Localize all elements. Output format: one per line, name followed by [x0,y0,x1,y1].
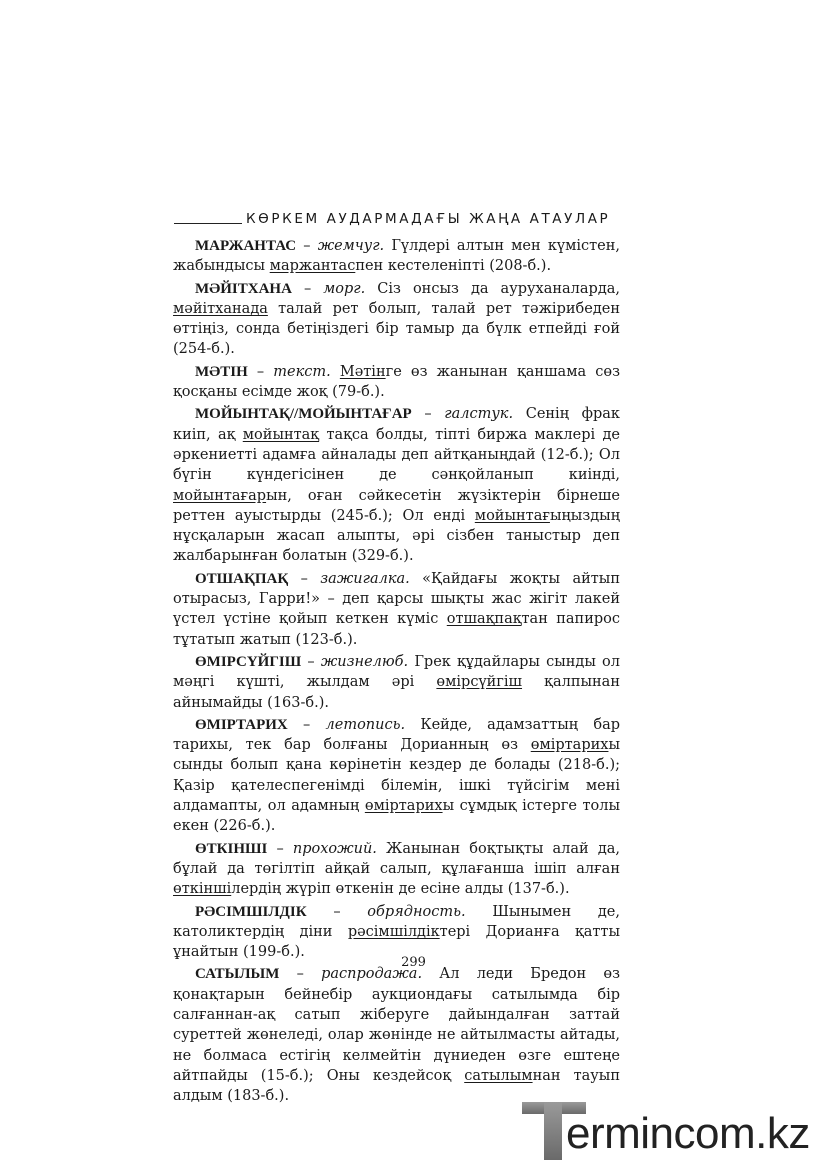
entry-underlined-term: өміртарих [364,798,443,815]
dictionary-entry [173,236,620,277]
entry-text: ыңыздың нұсқаларын жасап алыпты, әрі сізбен таныстыр деп жалбарынған болатын (329-б.). [173,507,620,565]
entry-translation: распродажа. [321,966,423,983]
entry-dash: – [288,570,321,587]
termincom-logo [522,1100,822,1162]
dictionary-entry [173,569,620,650]
entry-translation: жемчуг. [317,238,385,254]
entry-translation: зажигалка. [320,570,410,587]
entry-dash: – [247,363,274,380]
entry-dash: – [306,903,368,920]
entry-underlined-term: сатылым [464,1067,533,1084]
page-number: 299 [401,955,426,970]
entry-dash: – [287,716,326,733]
entry-underlined-term: өмірсүйгіш [436,674,523,691]
entry-text: Кейде, адамзаттың бар тарихы, тек бар болғаны Дорианның өз [173,716,621,754]
dictionary-entry [173,362,620,403]
entry-headword: ӨМІРТАРИХ [195,716,288,733]
entry-translation: обрядность. [367,903,466,920]
entry-headword: ӨТКІНШІ [195,840,268,857]
entry-underlined-term: мойынтағ [474,507,550,524]
running-header [174,210,620,228]
logo-wordmark: ermincom.kz [566,1109,810,1158]
entry-text: Сенің фрак киіп, ақ [173,406,620,443]
entry-headword: МӘТІН [195,363,248,380]
entry-underlined-term: өткінші [173,881,232,898]
entry-underlined-term: Мәтін [339,363,386,380]
entry-text: Жанынан боқтықты алай да, бұлай да төгілтіп айқай салып, құлағанша ішіп алған [173,840,621,877]
entry-text: тан папирос тұтатып жатып (123-б.). [173,611,620,648]
entry-text [331,364,340,380]
entry-text: Гүлдері алтын мен күмістен, жабындысы [173,238,620,275]
entry-text: талай рет болып, талай рет тәжірибеден өттіңіз, сонда бетіңіздегі бір тамыр да бүлк етпейді ғой (254-б.). [173,300,620,358]
entry-headword: МАРЖАНТАС [195,238,297,254]
entry-headword: МОЙЫНТАҚ//МОЙЫНТАҒАР [195,406,412,423]
entry-dash: – [291,280,324,297]
entry-underlined-term: мәйітханада [173,300,268,317]
dictionary-entry [173,902,620,963]
entry-translation: жизнелюб. [320,653,409,670]
header-rule [174,223,242,224]
header-title: КӨРКЕМ АУДАРМАДАҒЫ ЖАҢА АТАУЛАР [246,211,611,227]
entry-text: «Қайдағы жоқты айтып отырасыз, Гарри!» – деп қарсы шықты жас жігіт лакей үстел үстіне қойып кеткен күміс [173,570,620,628]
entry-text: ын, оған сәйкесетін жүзіктерін бірнеше реттен ауыстырды (245-б.); Ол енді [173,487,620,524]
entry-underlined-term: мойынтағар [173,487,267,504]
dictionary-entry [173,839,620,900]
dictionary-entry [173,404,620,566]
entry-text: лердің жүріп өткенін де есіне алды (137-б.). [231,881,570,898]
entry-dash: – [279,966,322,983]
entry-dash: – [267,840,293,857]
entry-text: Грек құдайлары сынды ол мәңгі күшті, жылдам әрі [173,653,621,691]
entry-text: ы сынды болып қана көрінетін кездер де болады (218-б.); Қазір қателеспегенімді білемін, ішкі түйсігім мені алдамапты, ол адамның [173,737,620,815]
dictionary-entry [173,964,620,1106]
entry-underlined-term: отшақпақ [446,611,522,628]
dictionary-entry [173,652,620,713]
entry-translation: прохожий. [292,840,377,857]
entry-text: пен кестеленіпті (208-б.). [355,258,552,275]
entry-text: Сіз онсыз да ауруханаларда, [365,280,620,297]
entry-text: тақса болды, тіпті биржа маклері де әркениетті адамға айналады деп айтқаныңдай (12-б.); Ол бүгін күндегісінен де сәнқойланып киінді, [173,426,620,484]
entry-dash: – [296,238,318,254]
entry-underlined-term: рәсімшілдік [347,923,440,940]
entry-translation: текст. [273,363,331,380]
entry-underlined-term: мойынтақ [242,426,320,443]
entry-headword: ӨМІРСҮЙГІШ [195,653,302,670]
entry-headword: САТЫЛЫМ [195,966,280,983]
dictionary-text [173,236,620,1108]
entry-headword: МӘЙІТХАНА [195,280,292,297]
entry-text: Шынымен де, католиктердің діни [173,903,620,940]
entry-underlined-term: маржантас [269,258,356,275]
entry-translation: галстук. [444,406,514,423]
logo-t-stem [544,1102,562,1160]
entry-text: ге өз жанынан қаншама сөз қосқаны есімде жоқ (79-б.). [173,363,620,401]
entry-underlined-term: өміртарих [530,737,609,754]
entry-text: ы сұмдық істерге толы екен (226-б.). [173,798,620,835]
entry-text: нан тауып алдым (183-б.). [173,1067,620,1105]
dictionary-entry [173,715,620,837]
entry-headword: РӘСІМШІЛДІК [195,903,307,920]
entry-dash: – [411,406,445,423]
entry-translation: летопись. [325,716,406,733]
entry-text: қалпынан айнымайды (163-б.). [173,674,620,711]
entry-dash: – [301,653,321,670]
entry-translation: морг. [323,280,366,297]
dictionary-entry [173,279,620,360]
entry-text: тері Дорианға қатты ұнайтын (199-б.). [173,923,620,961]
entry-text: Ал леди Бредон өз қонақтарын бейнебір аукциондағы сатылымда бір салғаннан-ақ сатып жіберуге дайындалған заттай суреттей жөнеледі, олар жөнінде не айтылмасты айтады, не болмаса естігің келмейтін дүниеден өзге ештеңе айтпайды (15-б.); Оны кездейсоқ [173,966,620,1084]
entry-headword: ОТШАҚПАҚ [195,570,289,587]
